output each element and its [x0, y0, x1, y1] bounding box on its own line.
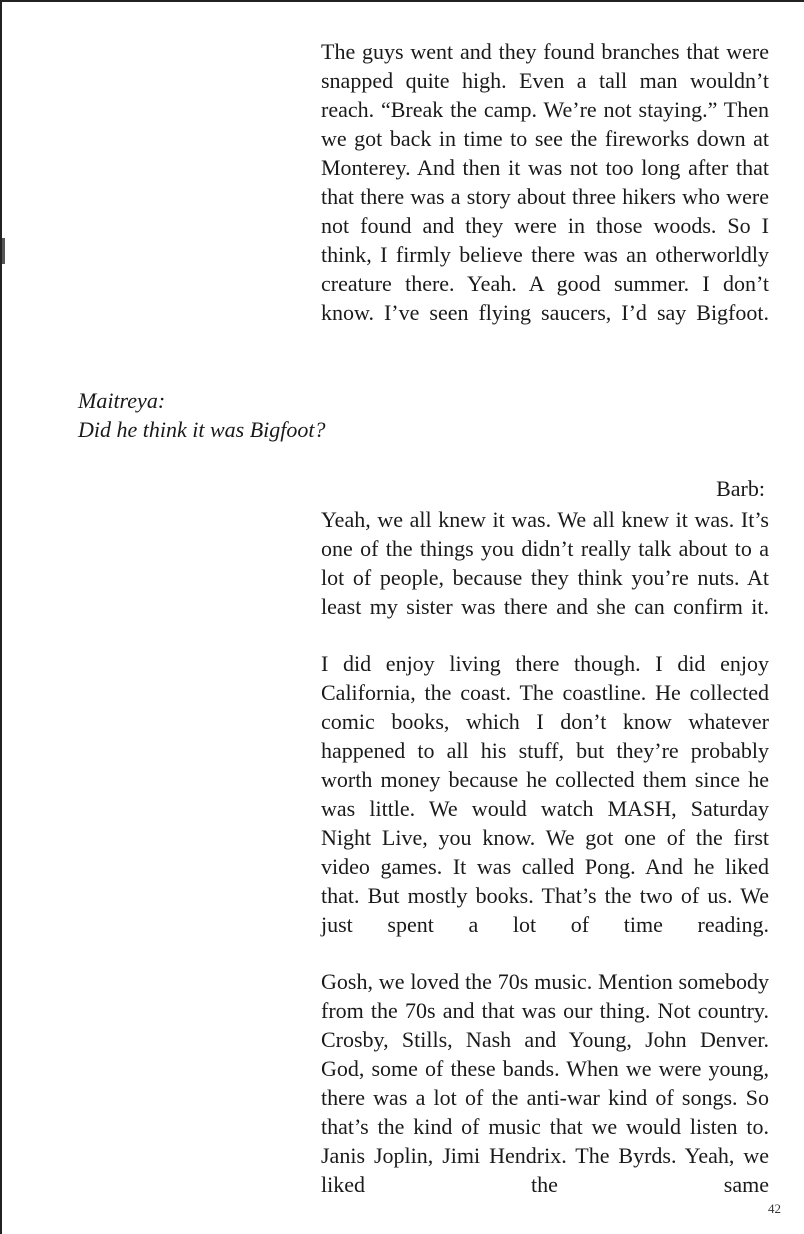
narrative-paragraph: The guys went and they found branches that were snapped quite high. Even a tall man wouldn’t reach. “Break the camp. We’re not staying.” Then we got back in time to see the fireworks down at Monterey. And then it was not too long after that that there was a story about three hikers who were not found and they were in those woods. So I think, I firmly believe there was an otherworldly creature there. Yeah. A good summer. I don’t know. I’ve seen flying saucers, I’d say Bigfoot.	[321, 39, 769, 325]
interviewee-speaker-label: Barb:	[716, 476, 765, 501]
interviewer-question: Did he think it was Bigfoot?	[78, 417, 326, 442]
answer-paragraph: I did enjoy living there though. I did enjoy California, the coast. The coastline. He collected comic books, which I don’t know whatever happened to all his stuff, but they’re probably worth money because he collected them since he was little. We would watch MASH, Saturday Night Live, you know. We got one of the first video games. It was called Pong. And he liked that. But mostly books. That’s the two of us. We just spent a lot of time reading.	[321, 651, 769, 937]
page-number: 42	[768, 1201, 781, 1216]
page-edge-mark	[2, 238, 5, 264]
answer-paragraph: Yeah, we all knew it was. We all knew it was. It’s one of the things you didn’t really talk about to a lot of people, because they think you’re nuts. At least my sister was there and she can confirm it.	[321, 507, 769, 619]
interviewer-speaker-label: Maitreya:	[78, 388, 166, 413]
answer-paragraph: Gosh, we loved the 70s music. Mention somebody from the 70s and that was our thing. Not country. Crosby, Stills, Nash and Young, John Denver. God, some of these bands. When we were young, there was a lot of the anti-war kind of songs. So that’s the kind of music that we would listen to. Janis Joplin, Jimi Hendrix. The Byrds. Yeah, we liked the same	[321, 969, 769, 1197]
